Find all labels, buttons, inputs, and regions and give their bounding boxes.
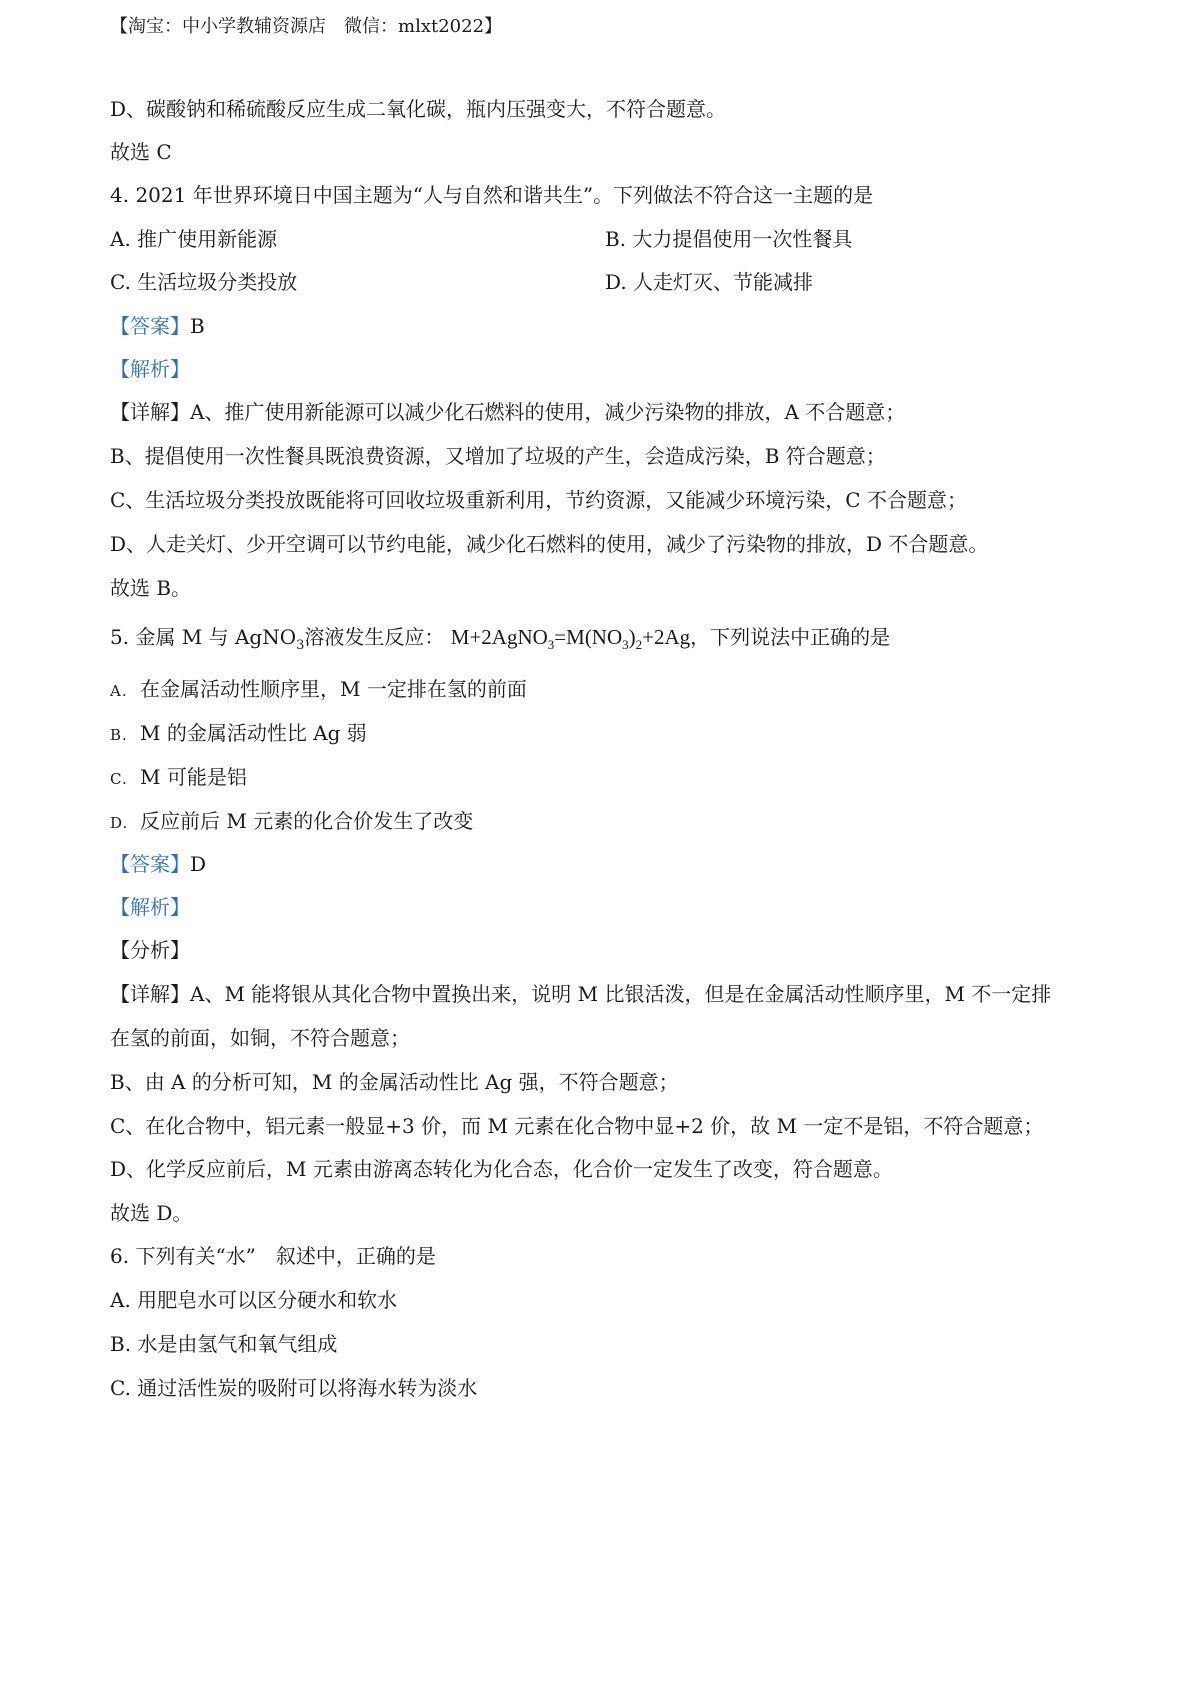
q5-stem-subscript: 3 (296, 638, 305, 653)
q4-detail-a-text: A、推广使用新能源可以减少化石燃料的使用，减少污染物的排放，A 不合题意； (190, 400, 906, 424)
q5-option-d (110, 808, 473, 836)
q5-stem-mid: 溶液发生反应： (304, 625, 445, 649)
q5-conclusion: 故选 D。 (110, 1201, 193, 1225)
q4-answer-label: 【答案】 (110, 314, 190, 338)
q5-stem (110, 624, 891, 653)
q5-option-d-label: D. (110, 814, 129, 832)
q5-option-d-text: 反应前后 M 元素的化合价发生了改变 (140, 809, 474, 833)
q4-conclusion: 故选 B。 (110, 576, 192, 600)
q5-answer (110, 851, 206, 877)
q5-detail-a-text: A、M 能将银从其化合物中置换出来，说明 M 比银活泼，但是在金属活动性顺序里，M 不一定排 (190, 982, 1052, 1006)
q6-option-a: A. 用肥皂水可以区分硬水和软水 (110, 1288, 398, 1312)
q4-option-d: D. 人走灯灭、节能减排 (605, 270, 814, 294)
q4-stem: 4. 2021 年世界环境日中国主题为“人与自然和谐共生”。下列做法不符合这一主题的是 (110, 183, 874, 207)
q4-detail-d: D、人走关灯、少开空调可以节约电能，减少化石燃料的使用，减少了污染物的排放，D 不合题意。 (110, 532, 989, 556)
q5-option-a-text: 在金属活动性顺序里，M 一定排在氢的前面 (140, 677, 527, 701)
q4-detail-a (110, 399, 905, 425)
q5-detail-b: B、由 A 的分析可知，M 的金属活动性比 Ag 强，不符合题意； (110, 1070, 679, 1094)
q5-detail-a (110, 981, 1051, 1007)
q4-detail-c: C、生活垃圾分类投放既能将可回收垃圾重新利用，节约资源，又能减少环境污染，C 不合题意； (110, 488, 967, 512)
q5-option-b-label: B. (110, 726, 128, 744)
q3-conclusion: 故选 C (110, 140, 172, 164)
q5-detail-a-cont: 在氢的前面，如铜，不符合题意； (110, 1026, 410, 1050)
q3-option-d-analysis: D、碳酸钠和稀硫酸反应生成二氧化碳，瓶内压强变大，不符合题意。 (110, 97, 727, 121)
q4-option-b: B. 大力提倡使用一次性餐具 (605, 227, 853, 251)
q6-stem: 6. 下列有关“水” 叙述中，正确的是 (110, 1244, 436, 1268)
page-header: 【淘宝：中小学教辅资源店 微信：mlxt2022】 (110, 16, 503, 37)
q5-stem-suffix: ，下列说法中正确的是 (690, 625, 891, 649)
q4-answer (110, 313, 205, 339)
q5-stem-prefix: 5. 金属 M 与 AgNO (110, 625, 297, 649)
q5-detail-d: D、化学反应前后，M 元素由游离态转化为化合态，化合价一定发生了改变，符合题意。 (110, 1157, 893, 1181)
q5-option-a-label: A. (110, 682, 128, 700)
q4-detail-b: B、提倡使用一次性餐具既浪费资源，又增加了垃圾的产生，会造成污染，B 符合题意； (110, 444, 886, 468)
q4-answer-value: B (190, 314, 205, 338)
q5-fenxi-label: 【分析】 (110, 938, 190, 962)
q5-option-c-label: C. (110, 770, 128, 788)
q5-option-b (110, 720, 367, 748)
q4-detail-label: 【详解】 (110, 400, 190, 424)
q5-detail-label: 【详解】 (110, 982, 190, 1006)
q5-option-c (110, 764, 247, 792)
q5-option-a (110, 676, 527, 704)
q6-option-b: B. 水是由氢气和氧气组成 (110, 1332, 338, 1356)
q4-analysis-label: 【解析】 (110, 357, 190, 381)
q4-option-a: A. 推广使用新能源 (110, 227, 278, 251)
q5-answer-value: D (190, 852, 207, 876)
q6-option-c: C. 通过活性炭的吸附可以将海水转为淡水 (110, 1376, 478, 1400)
q5-detail-c: C、在化合物中，铝元素一般显+3 价，而 M 元素在化合物中显+2 价，故 M 一定不是铝，不符合题意； (110, 1114, 1044, 1138)
q5-option-c-text: M 可能是铝 (140, 765, 247, 789)
q5-answer-label: 【答案】 (110, 852, 190, 876)
q5-equation: $M+2AgNO_3=M(NO_3)_2+2Ag$ (450, 625, 691, 652)
q5-option-b-text: M 的金属活动性比 Ag 弱 (140, 721, 367, 745)
q5-analysis-label: 【解析】 (110, 895, 190, 919)
q4-option-c: C. 生活垃圾分类投放 (110, 270, 298, 294)
